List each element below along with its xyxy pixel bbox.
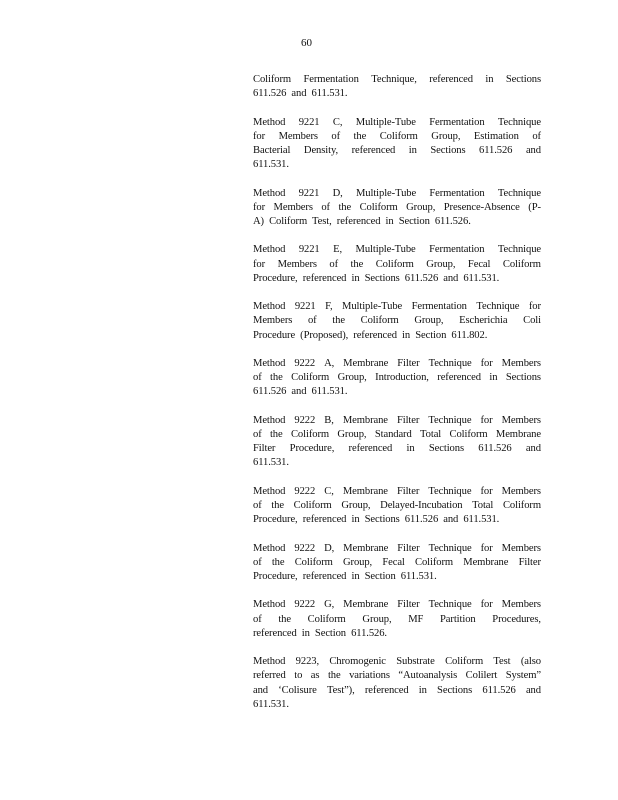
entry-line: Procedure (Proposed), referenced in Section 611.802.: [253, 329, 488, 341]
entry-line: 611.531.: [253, 159, 289, 171]
page-number: 60: [301, 37, 312, 49]
entry-line: of the Coliform Group, Fecal Coliform Membrane Filter: [253, 556, 541, 568]
entry-line: Method 9222 D, Membrane Filter Technique for Members: [253, 542, 541, 554]
entry-line: Method 9221 F, Multiple-Tube Fermentation Technique for: [253, 301, 541, 313]
entry-line: Method 9222 G, Membrane Filter Technique for Members: [253, 599, 541, 611]
reference-list: [253, 73, 541, 726]
entry-line: Members of the Coliform Group, Escherichia Coli: [253, 315, 541, 327]
entry-line: of the Coliform Group, Introduction, referenced in Sections: [253, 372, 541, 384]
reference-entry: [253, 357, 541, 400]
entry-line: Method 9223, Chromogenic Substrate Coliform Test (also: [253, 656, 541, 668]
entry-line: Method 9222 C, Membrane Filter Technique for Members: [253, 485, 541, 497]
reference-entry: [253, 116, 541, 173]
entry-line: Coliform Fermentation Technique, referenced in Sections: [253, 74, 541, 85]
reference-entry: [253, 414, 541, 471]
entry-line: A) Coliform Test, referenced in Section 611.526.: [253, 216, 471, 227]
entry-line: referenced in Section 611.526.: [253, 627, 387, 639]
entry-line: Method 9221 C, Multiple-Tube Fermentation Technique: [253, 116, 541, 128]
entry-line: Procedure, referenced in Sections 611.526 and 611.531.: [253, 272, 500, 284]
entry-line: Bacterial Density, referenced in Sections 611.526 and: [253, 145, 541, 156]
entry-line: 611.526 and 611.531.: [253, 88, 348, 100]
entry-line: Method 9222 B, Membrane Filter Technique for Members: [253, 414, 541, 426]
entry-line: 611.531.: [253, 698, 289, 710]
entry-line: of the Coliform Group, MF Partition Procedures,: [253, 613, 541, 625]
entry-line: Method 9221 E, Multiple-Tube Fermentation Technique: [253, 244, 541, 256]
entry-line: for Members of the Coliform Group, Fecal Coliform: [253, 258, 541, 270]
entry-line: 611.526 and 611.531.: [253, 386, 348, 398]
reference-entry: [253, 300, 541, 343]
entry-line: and ‘Colisure Test”), referenced in Sections 611.526 and: [253, 684, 541, 696]
reference-entry: [253, 655, 541, 712]
reference-entry: [253, 187, 541, 230]
entry-line: referred to as the variations “Autoanalysis Colilert System”: [253, 670, 541, 682]
entry-line: Procedure, referenced in Sections 611.526 and 611.531.: [253, 514, 500, 526]
reference-entry: [253, 485, 541, 528]
entry-line: of the Coliform Group, Standard Total Coliform Membrane: [253, 428, 541, 440]
reference-entry: [253, 598, 541, 641]
entry-line: for Members of the Coliform Group, Estimation of: [253, 130, 541, 142]
entry-line: Procedure, referenced in Section 611.531.: [253, 570, 437, 582]
entry-line: of the Coliform Group, Delayed-Incubation Total Coliform: [253, 499, 541, 511]
reference-entry: [253, 73, 541, 101]
entry-line: Method 9221 D, Multiple-Tube Fermentation Technique: [253, 187, 541, 199]
entry-line: for Members of the Coliform Group, Presence-Absence (P-: [253, 201, 541, 213]
entry-line: 611.531.: [253, 457, 289, 469]
entry-line: Filter Procedure, referenced in Sections 611.526 and: [253, 443, 541, 455]
entry-line: Method 9222 A, Membrane Filter Technique for Members: [253, 357, 541, 369]
reference-entry: [253, 243, 541, 286]
reference-entry: [253, 542, 541, 585]
